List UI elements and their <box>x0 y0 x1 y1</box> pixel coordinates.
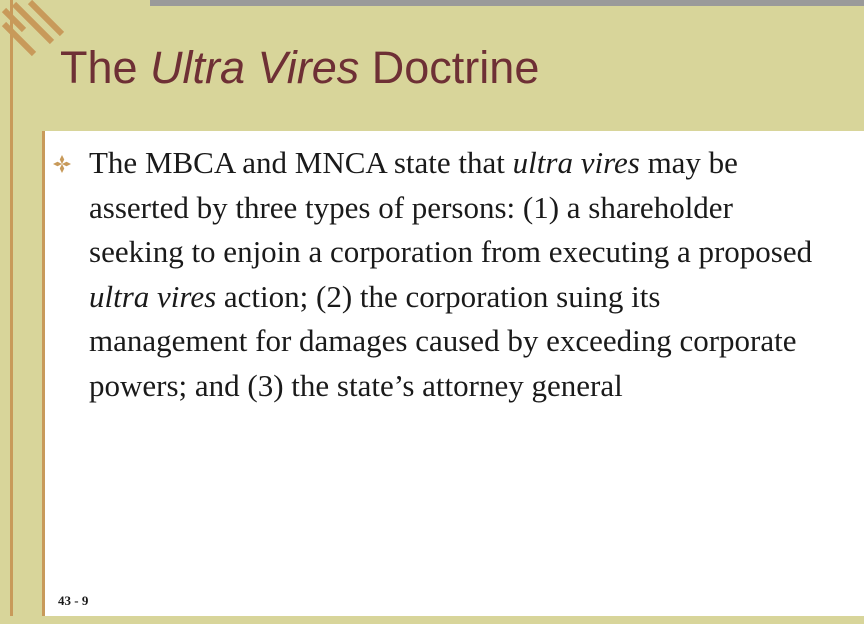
diagonal-stripes-decoration <box>0 0 64 78</box>
content-area <box>42 131 864 616</box>
bullet-emphasis: ultra vires <box>512 145 640 180</box>
title-prefix: The <box>60 42 151 93</box>
title-emphasis: Ultra Vires <box>150 42 360 93</box>
diamond-bullet-icon <box>53 141 89 178</box>
bullet-emphasis: ultra vires <box>89 278 217 314</box>
page-number: 43 - 9 <box>58 593 89 608</box>
bullet-item <box>53 141 813 408</box>
bullet-segment: action; (2) the corporation suing its management for damages caused by exceeding corporate powers; and (3) the state’s attorney general <box>89 278 797 403</box>
bullet-segment: may be asserted by three types of persons: (1) a shareholder seeking to enjoin a corporation from executing a proposed <box>89 145 813 269</box>
title-suffix: Doctrine <box>359 42 540 93</box>
top-line <box>150 0 864 6</box>
left-accent-rule <box>10 0 13 624</box>
bullet-segment: The MBCA and MNCA state that <box>89 145 513 180</box>
bottom-band <box>0 616 864 624</box>
slide-title <box>60 42 539 94</box>
bullet-text <box>89 141 813 408</box>
